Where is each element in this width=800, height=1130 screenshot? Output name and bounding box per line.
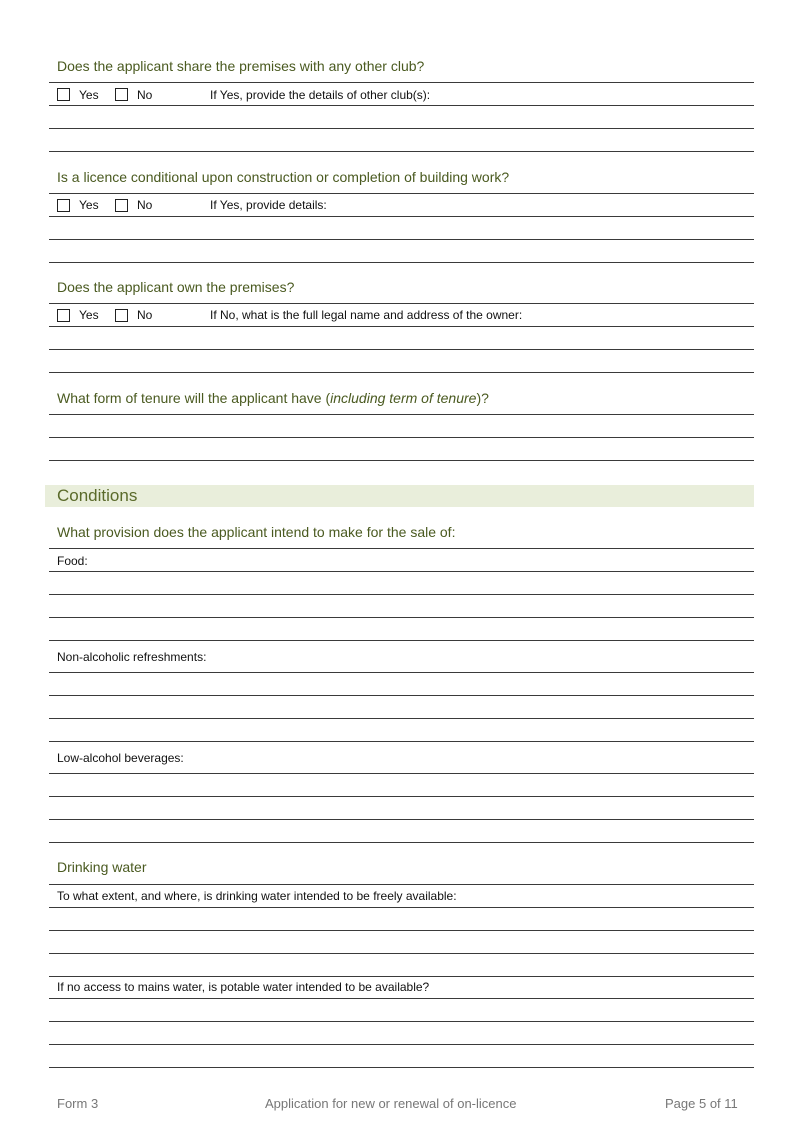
answer-line[interactable] — [49, 640, 754, 641]
answer-line[interactable] — [49, 907, 754, 908]
conditions-heading: Conditions — [57, 486, 138, 505]
footer-page-number: Page 5 of 11 — [665, 1096, 738, 1111]
drinking-water-extent-label: To what extent, and where, is drinking water intended to be freely available: — [57, 889, 457, 903]
answer-line[interactable] — [49, 842, 754, 843]
answer-line[interactable] — [49, 326, 754, 327]
no-label: No — [137, 198, 153, 212]
answer-line[interactable] — [49, 741, 754, 742]
answer-line[interactable] — [49, 594, 754, 595]
divider — [49, 884, 754, 885]
conditional-licence-yes-checkbox[interactable] — [57, 199, 70, 212]
answer-line[interactable] — [49, 571, 754, 572]
answer-line[interactable] — [49, 105, 754, 106]
conditional-licence-no-checkbox[interactable] — [115, 199, 128, 212]
answer-line[interactable] — [49, 349, 754, 350]
no-label: No — [137, 88, 153, 102]
answer-line[interactable] — [49, 672, 754, 673]
answer-line[interactable] — [49, 819, 754, 820]
low-alcohol-label: Low-alcohol beverages: — [57, 751, 184, 765]
tenure-question-end: )? — [476, 390, 489, 406]
yes-label: Yes — [79, 308, 99, 322]
drinking-water-heading: Drinking water — [57, 859, 147, 875]
conditional-licence-question: Is a licence conditional upon construction or completion of building work? — [57, 169, 510, 185]
divider — [49, 303, 754, 304]
own-premises-question: Does the applicant own the premises? — [57, 279, 295, 295]
answer-line[interactable] — [49, 617, 754, 618]
non-alcoholic-label: Non-alcoholic refreshments: — [57, 650, 207, 664]
footer-title: Application for new or renewal of on-licence — [265, 1096, 517, 1111]
answer-line[interactable] — [49, 460, 754, 461]
conditional-licence-followup-label: If Yes, provide details: — [210, 198, 327, 212]
share-premises-yes-checkbox[interactable] — [57, 88, 70, 101]
yes-label: Yes — [79, 198, 99, 212]
share-premises-question: Does the applicant share the premises with any other club? — [57, 58, 425, 74]
no-label: No — [137, 308, 153, 322]
own-premises-followup-label: If No, what is the full legal name and address of the owner: — [210, 308, 523, 322]
tenure-question-start: What form of tenure will the applicant have ( — [57, 390, 331, 406]
answer-line[interactable] — [49, 372, 754, 373]
own-premises-no-checkbox[interactable] — [115, 309, 128, 322]
answer-line[interactable] — [49, 1021, 754, 1022]
answer-line[interactable] — [49, 437, 754, 438]
divider — [49, 193, 754, 194]
answer-line[interactable] — [49, 718, 754, 719]
answer-line[interactable] — [49, 695, 754, 696]
tenure-question — [57, 390, 489, 406]
food-label: Food: — [57, 554, 88, 568]
answer-line[interactable] — [49, 796, 754, 797]
share-premises-no-checkbox[interactable] — [115, 88, 128, 101]
answer-line[interactable] — [49, 128, 754, 129]
answer-line[interactable] — [49, 414, 754, 415]
footer-form-number: Form 3 — [57, 1096, 99, 1111]
tenure-question-italic: including term of tenure — [330, 390, 477, 406]
answer-line[interactable] — [49, 262, 754, 263]
yes-label: Yes — [79, 88, 99, 102]
share-premises-followup-label: If Yes, provide the details of other club(s): — [210, 88, 431, 102]
divider — [49, 548, 754, 549]
answer-line[interactable] — [49, 930, 754, 931]
answer-line[interactable] — [49, 773, 754, 774]
own-premises-yes-checkbox[interactable] — [57, 309, 70, 322]
provision-question: What provision does the applicant intend to make for the sale of: — [57, 524, 456, 540]
answer-line[interactable] — [49, 151, 754, 152]
conditions-section-band — [45, 485, 754, 507]
answer-line[interactable] — [49, 1067, 754, 1068]
answer-line[interactable] — [49, 239, 754, 240]
answer-line[interactable] — [49, 953, 754, 954]
answer-line[interactable] — [49, 976, 754, 977]
answer-line[interactable] — [49, 216, 754, 217]
answer-line[interactable] — [49, 1044, 754, 1045]
answer-line[interactable] — [49, 998, 754, 999]
divider — [49, 82, 754, 83]
potable-water-label: If no access to mains water, is potable water intended to be available? — [57, 980, 430, 994]
